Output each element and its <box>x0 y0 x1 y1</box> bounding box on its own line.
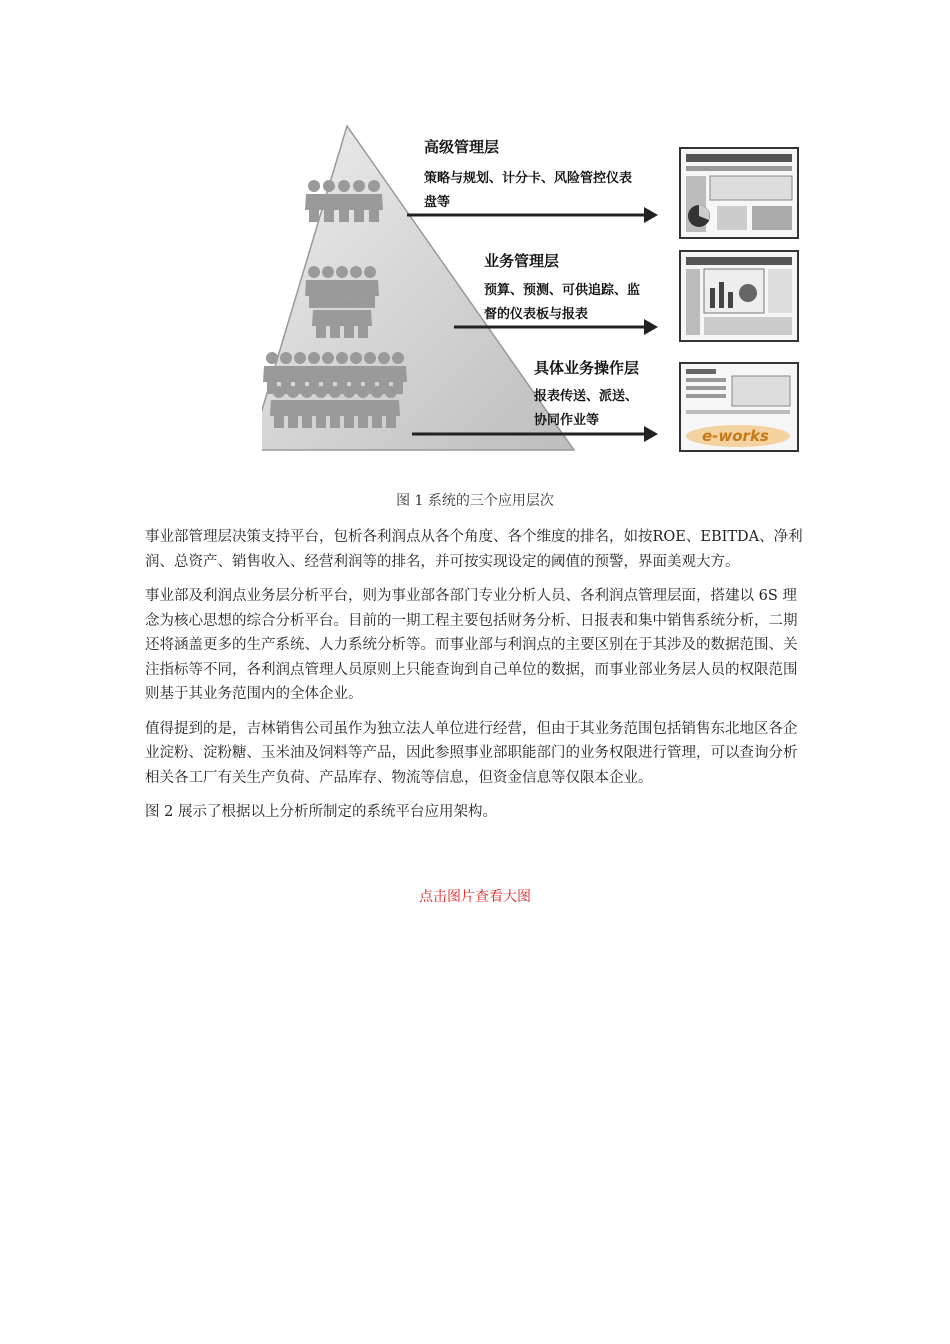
layer-middle-desc-line1: 预算、预测、可供追踪、监 <box>484 283 641 298</box>
figure-caption: 图 1 系统的三个应用层次 <box>396 493 554 509</box>
screenshot-thumbnail-top <box>680 148 798 238</box>
screenshot-thumbnail-bottom <box>680 363 798 451</box>
eworks-watermark: e-works <box>702 427 769 445</box>
paragraph: 图 2 展示了根据以上分析所制定的系统平台应用架构。 <box>145 804 497 820</box>
layer-bottom-title: 具体业务操作层 <box>534 359 640 377</box>
article-body <box>145 525 810 835</box>
pyramid-diagram <box>262 118 810 468</box>
layer-bottom-desc-line2: 协同作业等 <box>534 413 600 428</box>
layer-middle-desc-line2: 督的仪表板与报表 <box>484 307 589 322</box>
layer-top-desc-line2: 盘等 <box>424 195 451 210</box>
layer-top-title: 高级管理层 <box>424 138 500 156</box>
layer-middle-title: 业务管理层 <box>484 252 560 270</box>
people-group-top <box>305 180 383 222</box>
layer-top-desc-line1: 策略与规划、计分卡、风险管控仪表 <box>424 171 633 186</box>
view-large-image-link[interactable]: 点击图片查看大图 <box>419 889 531 905</box>
pyramid-figure <box>262 118 810 468</box>
layer-bottom-desc-line1: 报表传送、派送、 <box>534 389 639 404</box>
paragraph: 事业部管理层决策支持平台，包析各利润点从各个角度、各个维度的排名，如按ROE、EBITDA、净利润、总资产、销售收入、经营利润等的排名，并可按实现设定的阈值的预警，界面美观大方。 <box>145 529 803 570</box>
paragraph: 值得提到的是，吉林销售公司虽作为独立法人单位进行经营，但由于其业务范围包括销售东北地区各企业淀粉、淀粉糖、玉米油及饲料等产品，因此参照事业部职能部门的业务权限进行管理，可以查询分析相关各工厂有关生产负荷、产品库存、物流等信息，但资金信息等仅限本企业。 <box>145 720 798 786</box>
paragraph: 事业部及利润点业务层分析平台，则为事业部各部门专业分析人员、各利润点管理层面，搭建以 6S 理念为核心思想的综合分析平台。目前的一期工程主要包括财务分析、日报表和集中销售系统分析，二期还将涵盖更多的生产系统、人力系统分析等。而事业部与利润点的主要区别在于其涉及的数据范围、关注指标等不同，各利润点管理人员原则上只能查询到自己单位的数据，而事业部业务层人员的权限范围则基于其业务范围内的全体企业。 <box>145 588 798 702</box>
screenshot-thumbnail-middle <box>680 251 798 341</box>
